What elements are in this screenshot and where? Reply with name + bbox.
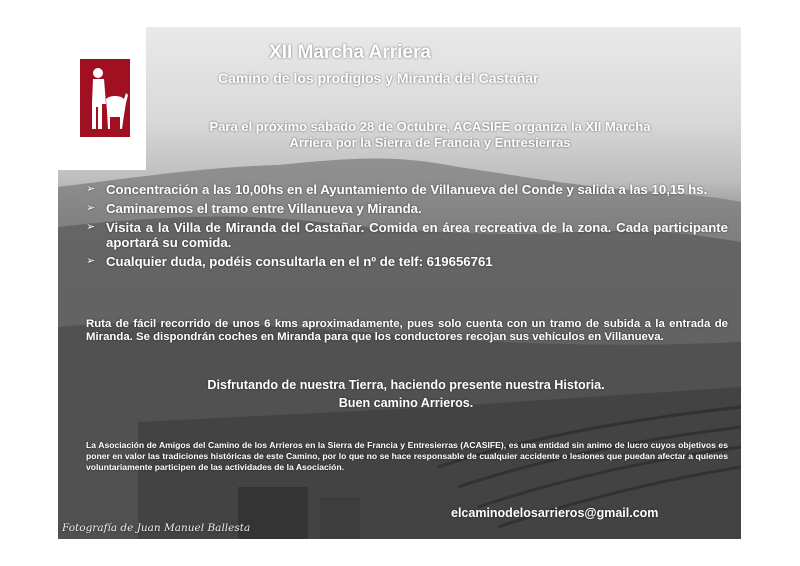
- event-details-list: [86, 182, 728, 273]
- list-item-text: Visita a la Villa de Miranda del Castañar. Comida en área recreativa de la zona. Cada participante aportará su comida.: [106, 220, 728, 250]
- arrowhead-icon: ➢: [86, 202, 96, 214]
- intro-text: [90, 119, 770, 151]
- motto-line-2: Buen camino Arrieros.: [338, 396, 474, 410]
- intro-line-1: Para el próximo sábado 28 de Octubre, ACASIFE organiza la XII Marcha: [209, 119, 651, 134]
- intro-line-2: Arriera por la Sierra de Francia y Entresierras: [289, 135, 571, 150]
- list-item-text: Concentración a las 10,00hs en el Ayuntamiento de Villanueva del Conde y salida a las 10,15 hs.: [106, 182, 708, 197]
- list-item: [86, 220, 728, 250]
- list-item: [86, 201, 728, 216]
- list-item: [86, 182, 728, 197]
- arrowhead-icon: ➢: [86, 221, 96, 233]
- poster-title: XII Marcha Arriera: [269, 42, 431, 63]
- arrowhead-icon: ➢: [86, 255, 96, 267]
- motto-line-1: Disfrutando de nuestra Tierra, haciendo presente nuestra Historia.: [207, 378, 605, 392]
- arrowhead-icon: ➢: [86, 183, 96, 195]
- poster-subtitle: Camino de los prodigios y Miranda del Castañar: [218, 70, 539, 86]
- route-description: Ruta de fácil recorrido de unos 6 kms aproximadamente, pues solo cuenta con un tramo de subida a la entrada de Miranda. Se dispondrán coches en Miranda para que los conductores recojan sus vehículos en Villanueva.: [86, 318, 728, 343]
- list-item-text: Cualquier duda, podéis consultarla en el nº de telf: 619656761: [106, 254, 493, 269]
- contact-email[interactable]: elcaminodelosarrieros@gmail.com: [451, 506, 659, 520]
- photo-credit: Fotografía de Juan Manuel Ballesta: [62, 522, 251, 534]
- list-item-text: Caminaremos el tramo entre Villanueva y Miranda.: [106, 201, 422, 216]
- association-disclaimer: La Asociación de Amigos del Camino de los Arrieros en la Sierra de Francia y Entresierras (ACASIFE), es una entidad sin animo de lucro cuyos objetivos es poner en valor las tradiciones históricas de este Camino, por lo que no se hace responsable de cualquier accidente o lesiones que puedan afectar a quienes voluntariamente participen de las actividades de la Asociación.: [86, 440, 728, 472]
- list-item: [86, 254, 728, 269]
